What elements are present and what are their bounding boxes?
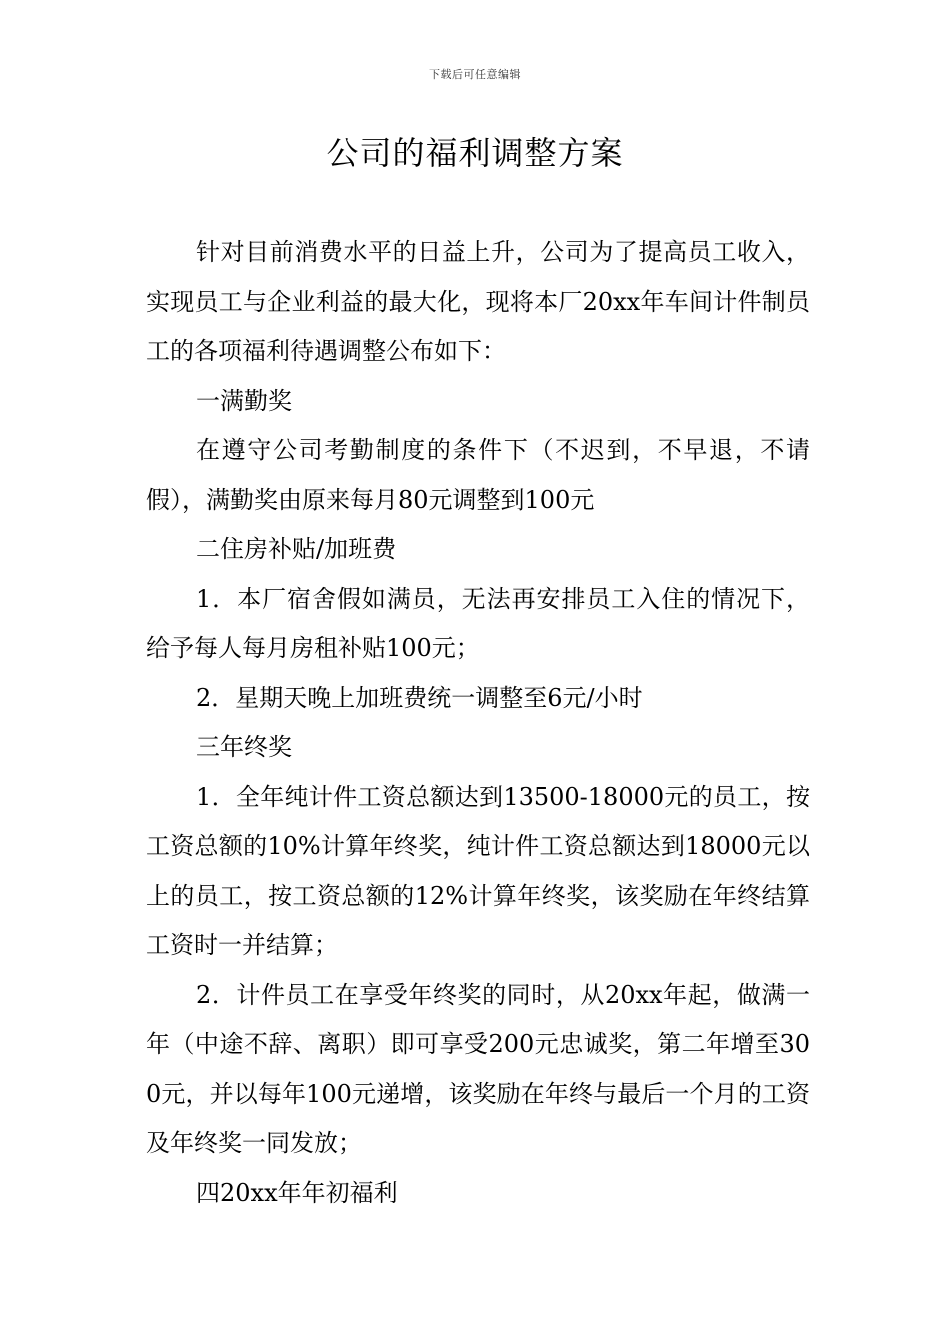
section-heading-year-end-bonus: 三年终奖 bbox=[196, 733, 292, 761]
paragraph-year-end-bonus-1: 1．全年纯计件工资总额达到13500-18000元的员工，按工资总额的10%计算年终奖，纯计件工资总额达到18000元以上的员工，按工资总额的12%计算年终奖，该奖励在年终结算工资时一并结算； bbox=[146, 782, 810, 959]
paragraph-year-end-bonus-2: 2．计件员工在享受年终奖的同时，从20xx年起，做满一年（中途不辞、离职）即可享受200元忠诚奖，第二年增至300元，并以每年100元递增，该奖励在年终与最后一个月的工资及年终奖一同发放； bbox=[146, 980, 810, 1157]
section-heading-full-attendance: 一满勤奖 bbox=[196, 386, 292, 415]
document-title: 公司的福利调整方案 bbox=[326, 134, 624, 172]
section-heading-new-year-benefits: 四20xx年年初福利 bbox=[196, 1178, 398, 1207]
section-heading-housing-overtime: 二住房补贴/加班费 bbox=[196, 535, 397, 563]
paragraph-full-attendance: 在遵守公司考勤制度的条件下（不迟到，不早退，不请假），满勤奖由原来每月80元调整到100元 bbox=[146, 436, 810, 514]
paragraph-housing-subsidy: 1．本厂宿舍假如满员，无法再安排员工入住的情况下，给予每人每月房租补贴100元； bbox=[146, 584, 810, 662]
header-note: 下载后可任意编辑 bbox=[429, 68, 521, 81]
paragraph-overtime-pay: 2．星期天晚上加班费统一调整至6元/小时 bbox=[196, 683, 643, 712]
document-body bbox=[146, 228, 810, 1218]
paragraph-intro: 针对目前消费水平的日益上升，公司为了提高员工收入，实现员工与企业利益的最大化，现将本厂20xx年车间计件制员工的各项福利待遇调整公布如下： bbox=[146, 238, 810, 365]
